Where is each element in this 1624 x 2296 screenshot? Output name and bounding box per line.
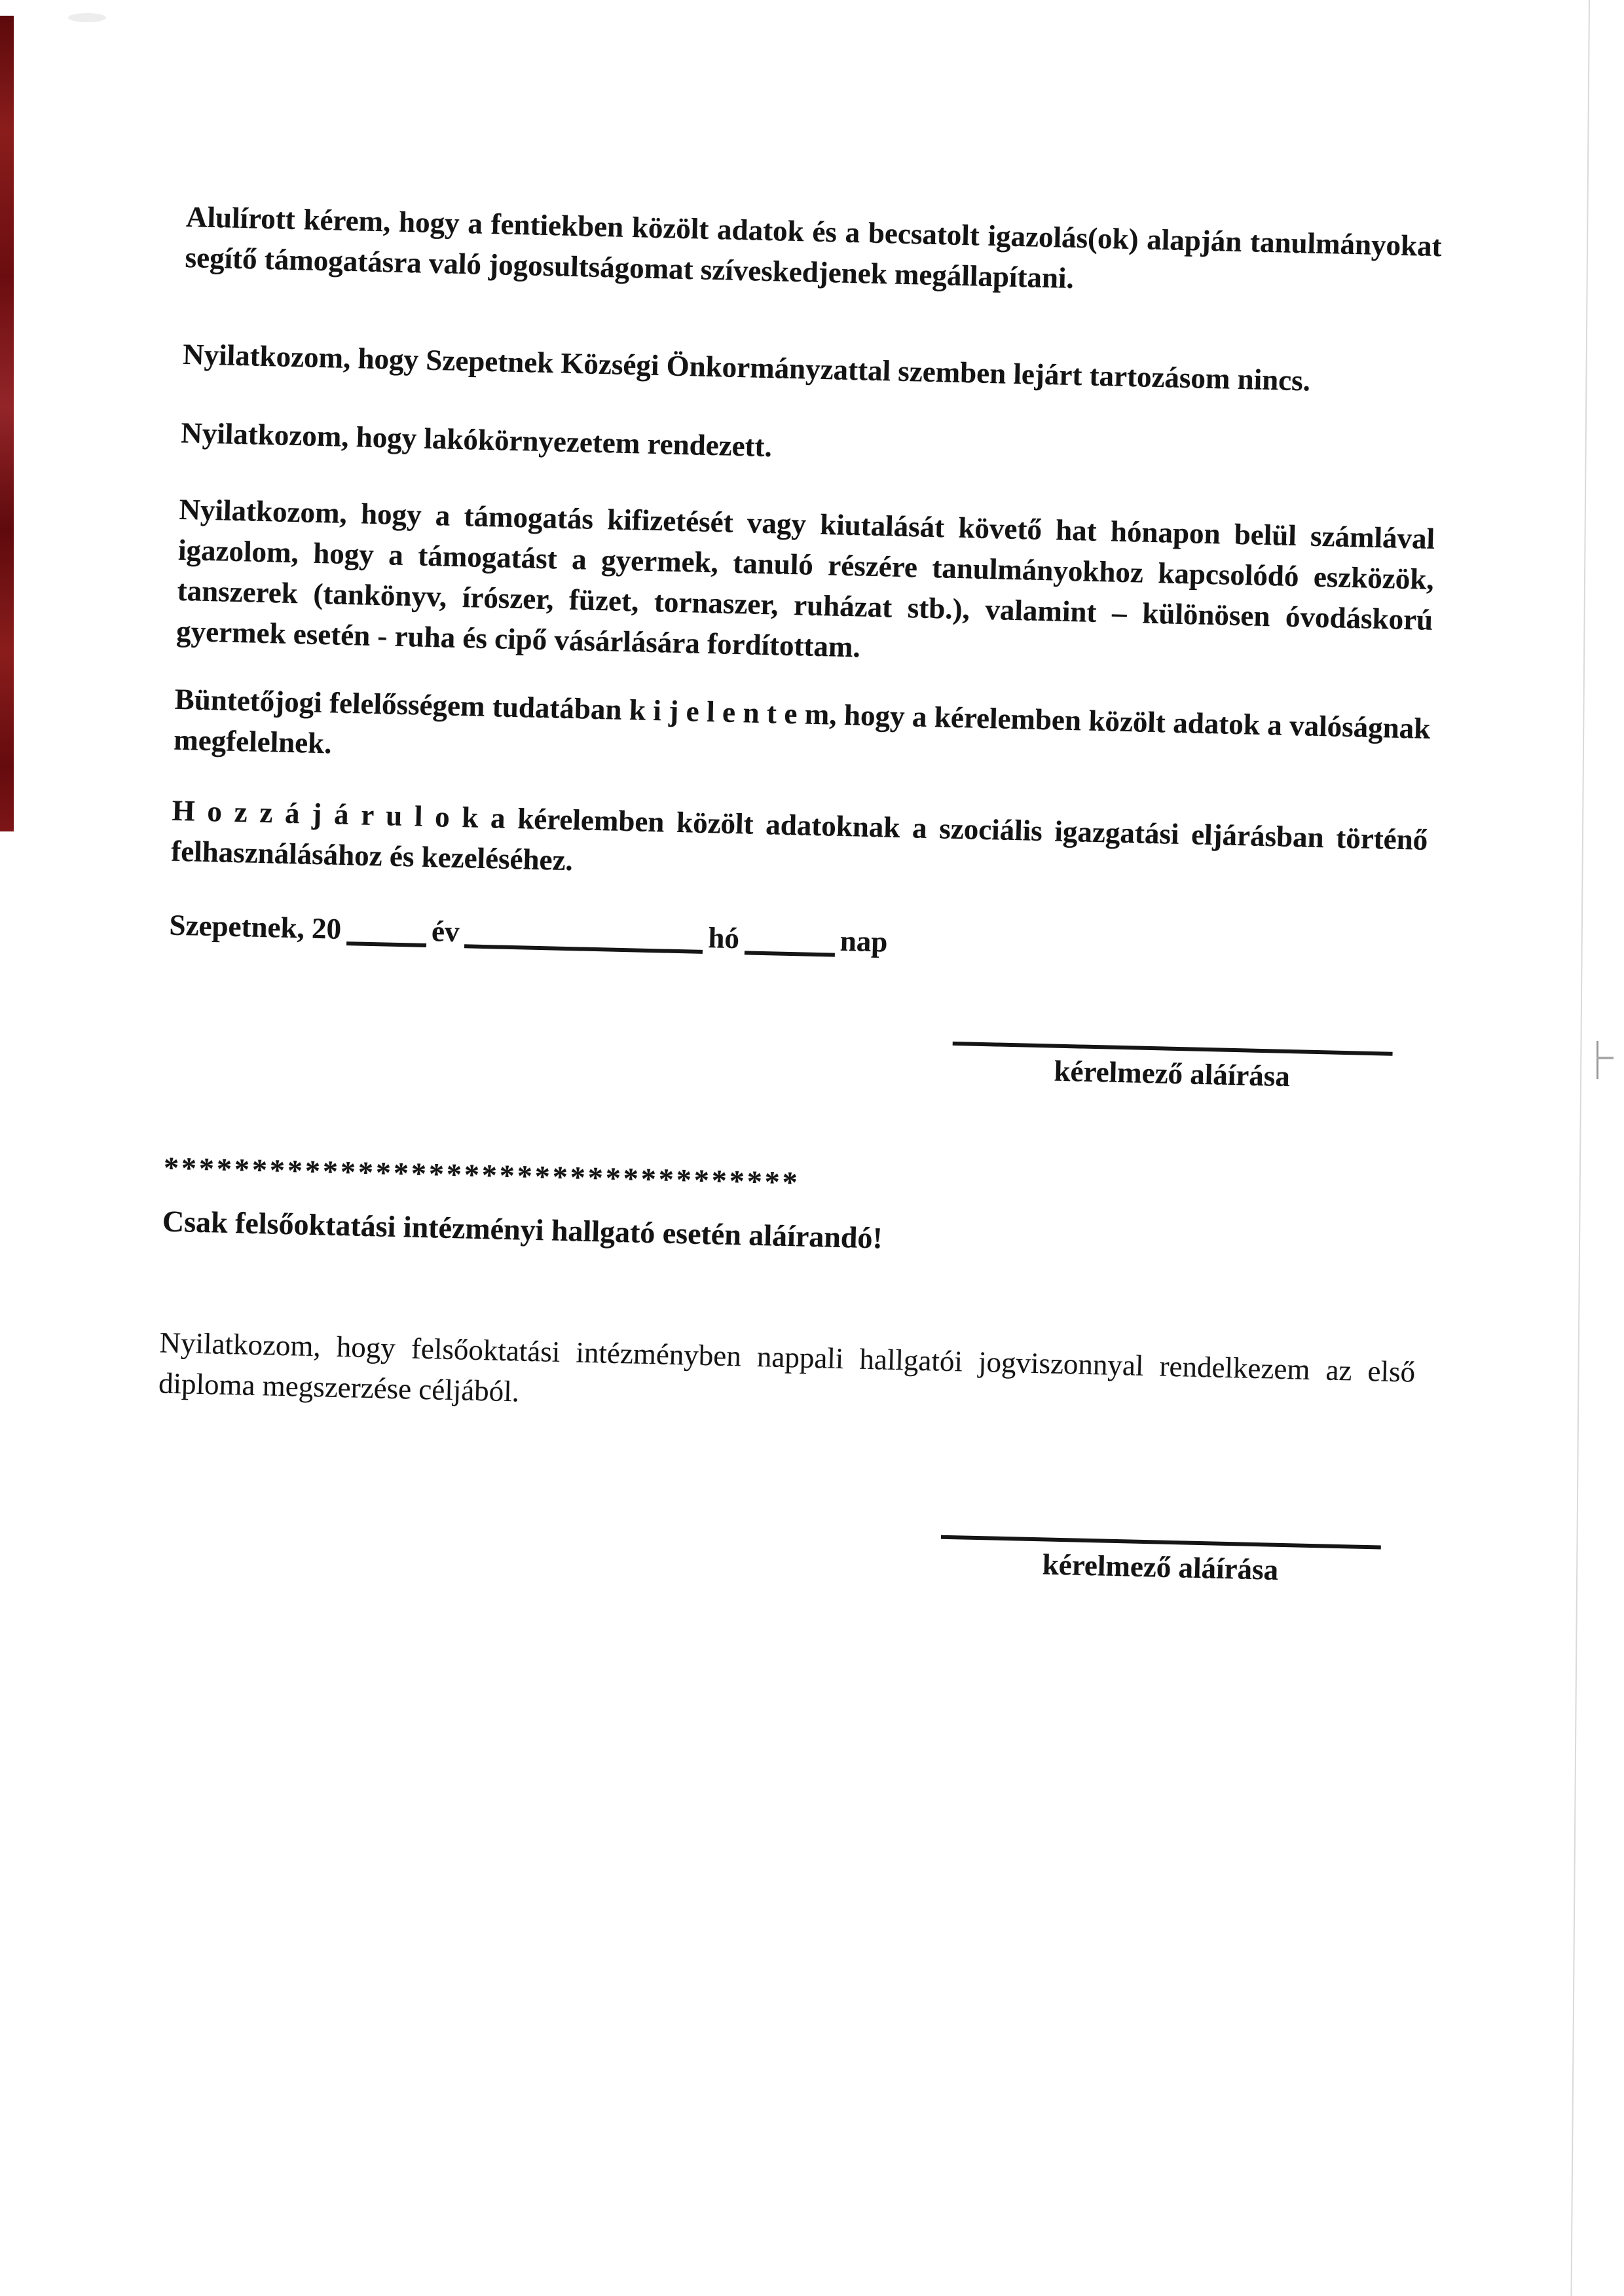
scan-smudge (68, 13, 106, 22)
date-place-prefix: Szepetnek, 20 (169, 908, 342, 945)
month-blank-field (464, 944, 703, 954)
paragraph-higher-ed-declaration: Nyilatkozom, hogy felsőoktatási intézményben nappali hallgatói jogviszonnyal rendelkezem az első diploma megszerzése céljából. (158, 1326, 1416, 1408)
document-content (151, 193, 1443, 1728)
signature-block-applicant-1 (951, 1042, 1392, 1096)
signature-label: kérelmező aláírása (1042, 1548, 1279, 1586)
day-label-text: nap (840, 924, 889, 958)
paragraph-consent-data-use: H o z z á j á r u l o k a kérelemben közölt adatoknak a szociális igazgatási eljárásban történő felhasználásához és kezeléséhez. (170, 793, 1428, 877)
day-blank-field (744, 951, 834, 957)
paragraph-truth-declaration: Büntetőjogi felelősségem tudatában k i j e l e n t e m, hogy a kérelemben közölt adatok a valóságnak megfelelnek. (173, 682, 1431, 760)
signature-label: kérelmező aláírása (1054, 1054, 1291, 1093)
paragraph-spending-proof-declaration: Nyilatkozom, hogy a támogatás kifizetését vagy kiutalását követő hat hónapon belül számlával igazolom, hogy a támogatást a gyermek, tanuló részére tanulmányokhoz kapcsolódó eszközök, tanszerek (tankönyv, írószer, füzet, tornaszer, ruházat stb.), valamint – különösen óvodáskorú gyermek esetén - ruha és cipő vásárlására fordítottam. (175, 492, 1435, 664)
higher-ed-note-heading: Csak felsőoktatási intézményi hallgató esetén aláírandó! (162, 1204, 883, 1255)
asterisk-separator: ************************************ (163, 1150, 801, 1199)
paragraph-no-debt-declaration: Nyilatkozom, hogy Szepetnek Községi Önkormányzattal szemben lejárt tartozásom nincs. (182, 337, 1311, 397)
signature-block-applicant-2 (940, 1535, 1380, 1590)
year-label: év (431, 915, 460, 949)
scan-artifact-right-edge-line (1570, 0, 1590, 2296)
paragraph-tidy-environment-declaration: Nyilatkozom, hogy lakókörnyezetem rendezett. (180, 416, 773, 464)
month-label: hó (707, 921, 740, 955)
place-and-date-line (169, 908, 888, 959)
year-blank-field (346, 941, 426, 947)
scan-artifact-left-red-bar (0, 16, 14, 831)
paragraph-request-support: Alulírott kérem, hogy a fentiekben közölt adatok és a becsatolt igazolás(ok) alapján tanulmányokat segítő támogatásra való jogosultságomat szíveskedjenek megállapítani. (185, 200, 1443, 295)
scan-artifact-right-edge-tick (1596, 1057, 1614, 1059)
scan-artifact-right-edge-dark-segment (1596, 1041, 1598, 1079)
